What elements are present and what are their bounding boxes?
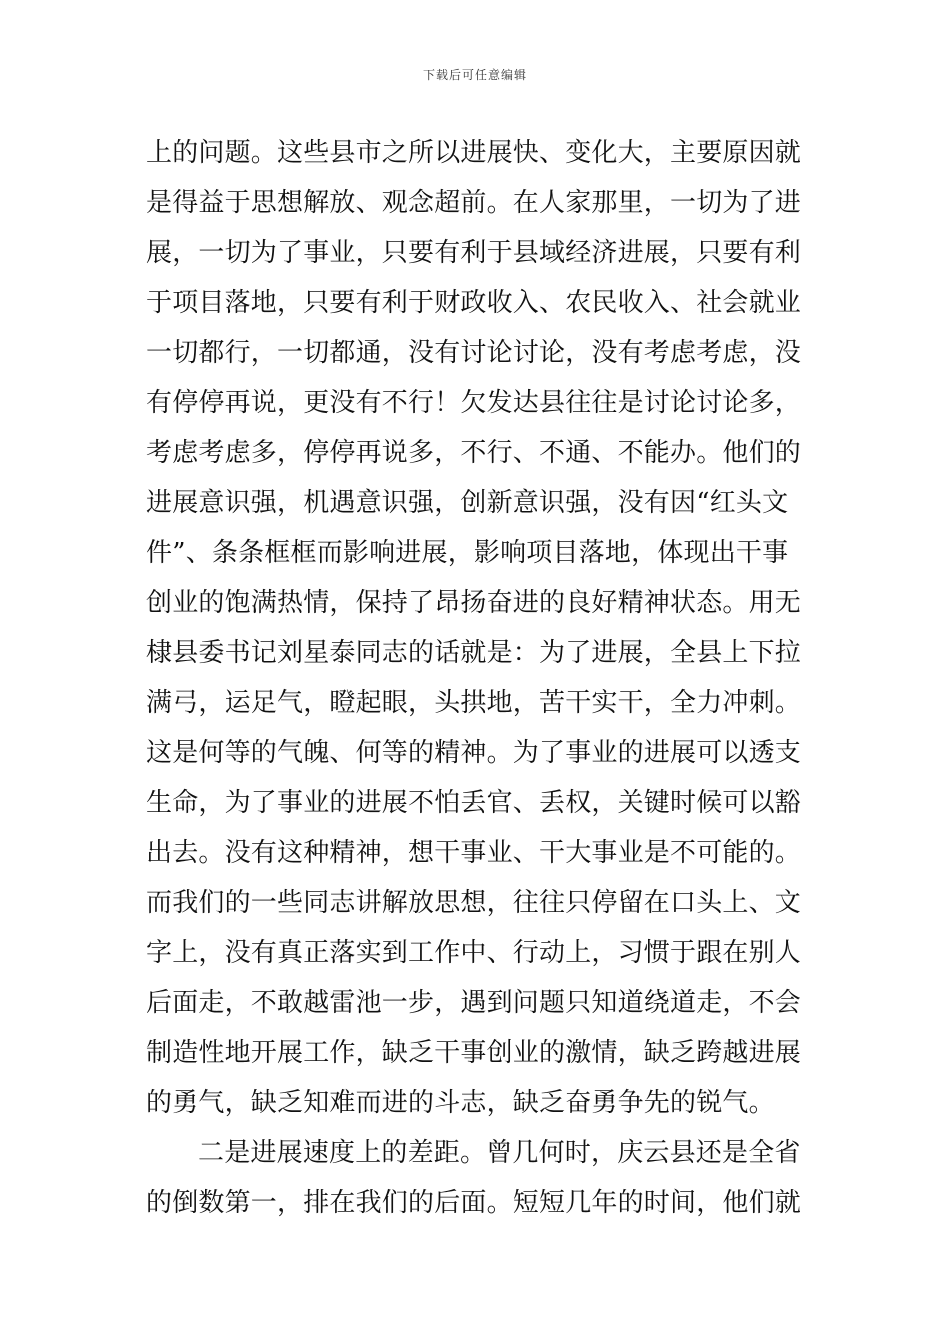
- text-line: 上的问题。这些县市之所以进展快、变化大，主要原因就: [146, 138, 802, 168]
- paragraph-start-line: 二是进展速度上的差距。曾几何时，庆云县还是全省: [198, 1138, 801, 1168]
- text-line: 字上，没有真正落实到工作中、行动上，习惯于跟在别人: [146, 938, 802, 968]
- text-line: 是得益于思想解放、观念超前。在人家那里，一切为了进: [146, 188, 802, 218]
- text-line: 后面走，不敢越雷池一步，遇到问题只知道绕道走，不会: [146, 988, 802, 1018]
- body-text: [146, 128, 826, 1228]
- text-line: 制造性地开展工作，缺乏干事创业的激情，缺乏跨越进展: [146, 1038, 802, 1068]
- text-line: 件”、条条框框而影响进展，影响项目落地，体现出干事: [146, 538, 789, 568]
- text-line: 这是何等的气魄、何等的精神。为了事业的进展可以透支: [146, 738, 802, 768]
- text-line: 进展意识强，机遇意识强，创新意识强，没有因“红头文: [146, 488, 789, 518]
- text-line: 创业的饱满热情，保持了昂扬奋进的良好精神状态。用无: [146, 588, 802, 618]
- text-line: 于项目落地，只要有利于财政收入、农民收入、社会就业: [146, 288, 802, 318]
- text-line: 棣县委书记刘星泰同志的话就是：为了进展，全县上下拉: [146, 638, 802, 668]
- text-line: 的倒数第一，排在我们的后面。短短几年的时间，他们就: [146, 1188, 802, 1218]
- header-note: 下载后可任意编辑: [422, 68, 527, 82]
- text-line: 满弓，运足气，瞪起眼，头拱地，苦干实干，全力冲刺。: [146, 688, 802, 718]
- text-line: 生命，为了事业的进展不怕丢官、丢权，关键时候可以豁: [146, 788, 802, 818]
- text-line: 展，一切为了事业，只要有利于县域经济进展，只要有利: [146, 238, 802, 268]
- text-line: 考虑考虑多，停停再说多，不行、不通、不能办。他们的: [146, 438, 802, 468]
- text-line: 的勇气，缺乏知难而进的斗志，缺乏奋勇争先的锐气。: [146, 1088, 775, 1118]
- text-line: 而我们的一些同志讲解放思想，往往只停留在口头上、文: [146, 888, 802, 918]
- text-line: 一切都行，一切都通，没有讨论讨论，没有考虑考虑，没: [146, 338, 802, 368]
- text-line: 出去。没有这种精神，想干事业、干大事业是不可能的。: [146, 838, 802, 868]
- text-line: 有停停再说，更没有不行！欠发达县往往是讨论讨论多，: [146, 388, 802, 418]
